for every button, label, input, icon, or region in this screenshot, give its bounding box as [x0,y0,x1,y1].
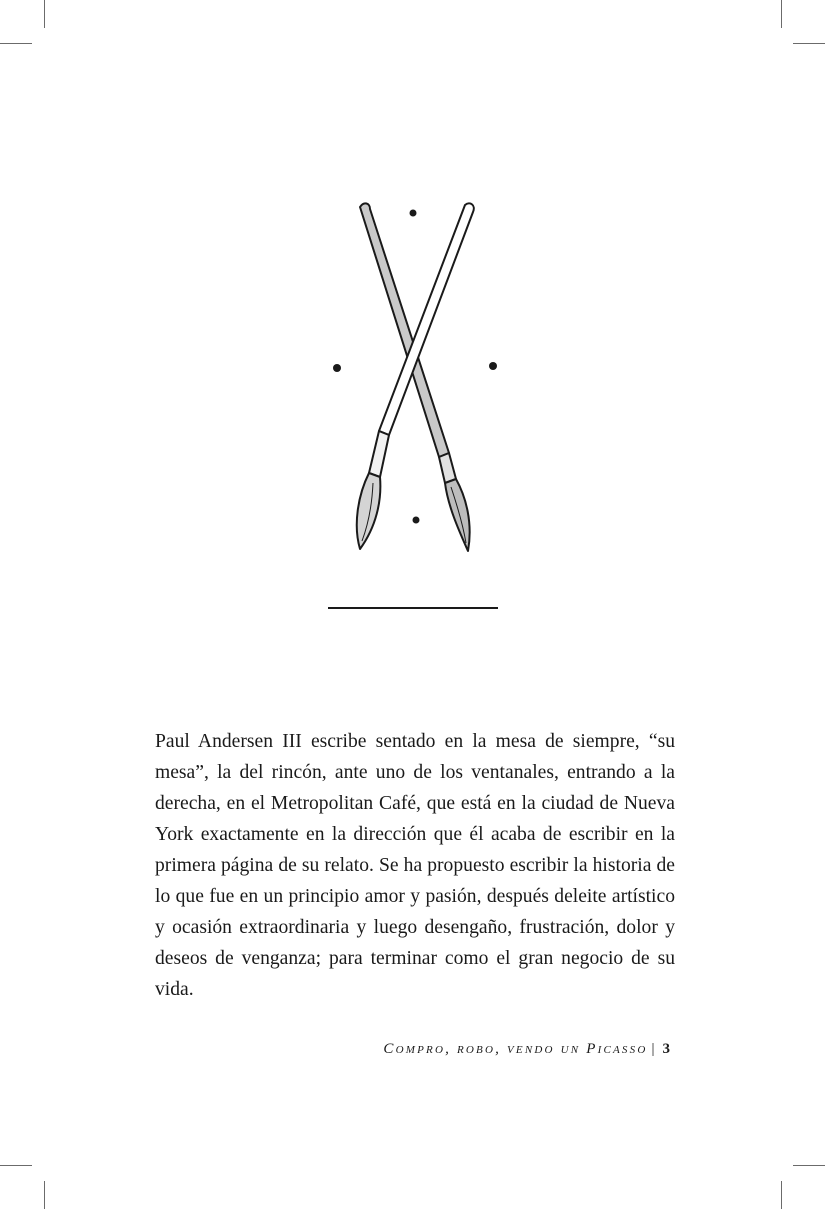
crop-mark-bottom-right-h [793,1165,825,1166]
crop-mark-bottom-right-v [781,1181,782,1209]
section-rule [328,607,498,609]
ornament-dot-right [489,362,497,370]
page-number: 3 [662,1041,670,1057]
crop-mark-top-right-h [793,43,825,44]
ornament-dot-left [333,364,341,372]
body-paragraph: Paul Andersen III escribe sentado en la mesa de siempre, “su mesa”, la del rincón, ante uno de los ventanales, entrando a la derecha, en el Metropolitan Café, que está en la ciudad de Nueva York exactamente en la dirección que él acaba de escribir en la primera página de su relato. Se ha propuesto escribir la historia de lo que fue en un principio amor y pasión, después deleite artístico y ocasión extraordinaria y luego desengaño, frustración, dolor y deseos de venganza; para terminar como el gran negocio de su vida. [155,731,675,1000]
footer-separator: | [651,1041,655,1057]
crop-mark-top-left-h [0,43,32,44]
crop-mark-bottom-left-h [0,1165,32,1166]
ornament-dot-top [410,210,417,217]
ornament-dot-bottom [413,517,420,524]
crop-mark-top-right-v [781,0,782,28]
running-footer [383,1041,670,1058]
crossed-paintbrushes-icon [320,195,510,560]
footer-book-title: Compro, robo, vendo un Picasso [383,1041,648,1057]
crop-mark-bottom-left-v [44,1181,45,1209]
crop-mark-top-left-v [44,0,45,28]
